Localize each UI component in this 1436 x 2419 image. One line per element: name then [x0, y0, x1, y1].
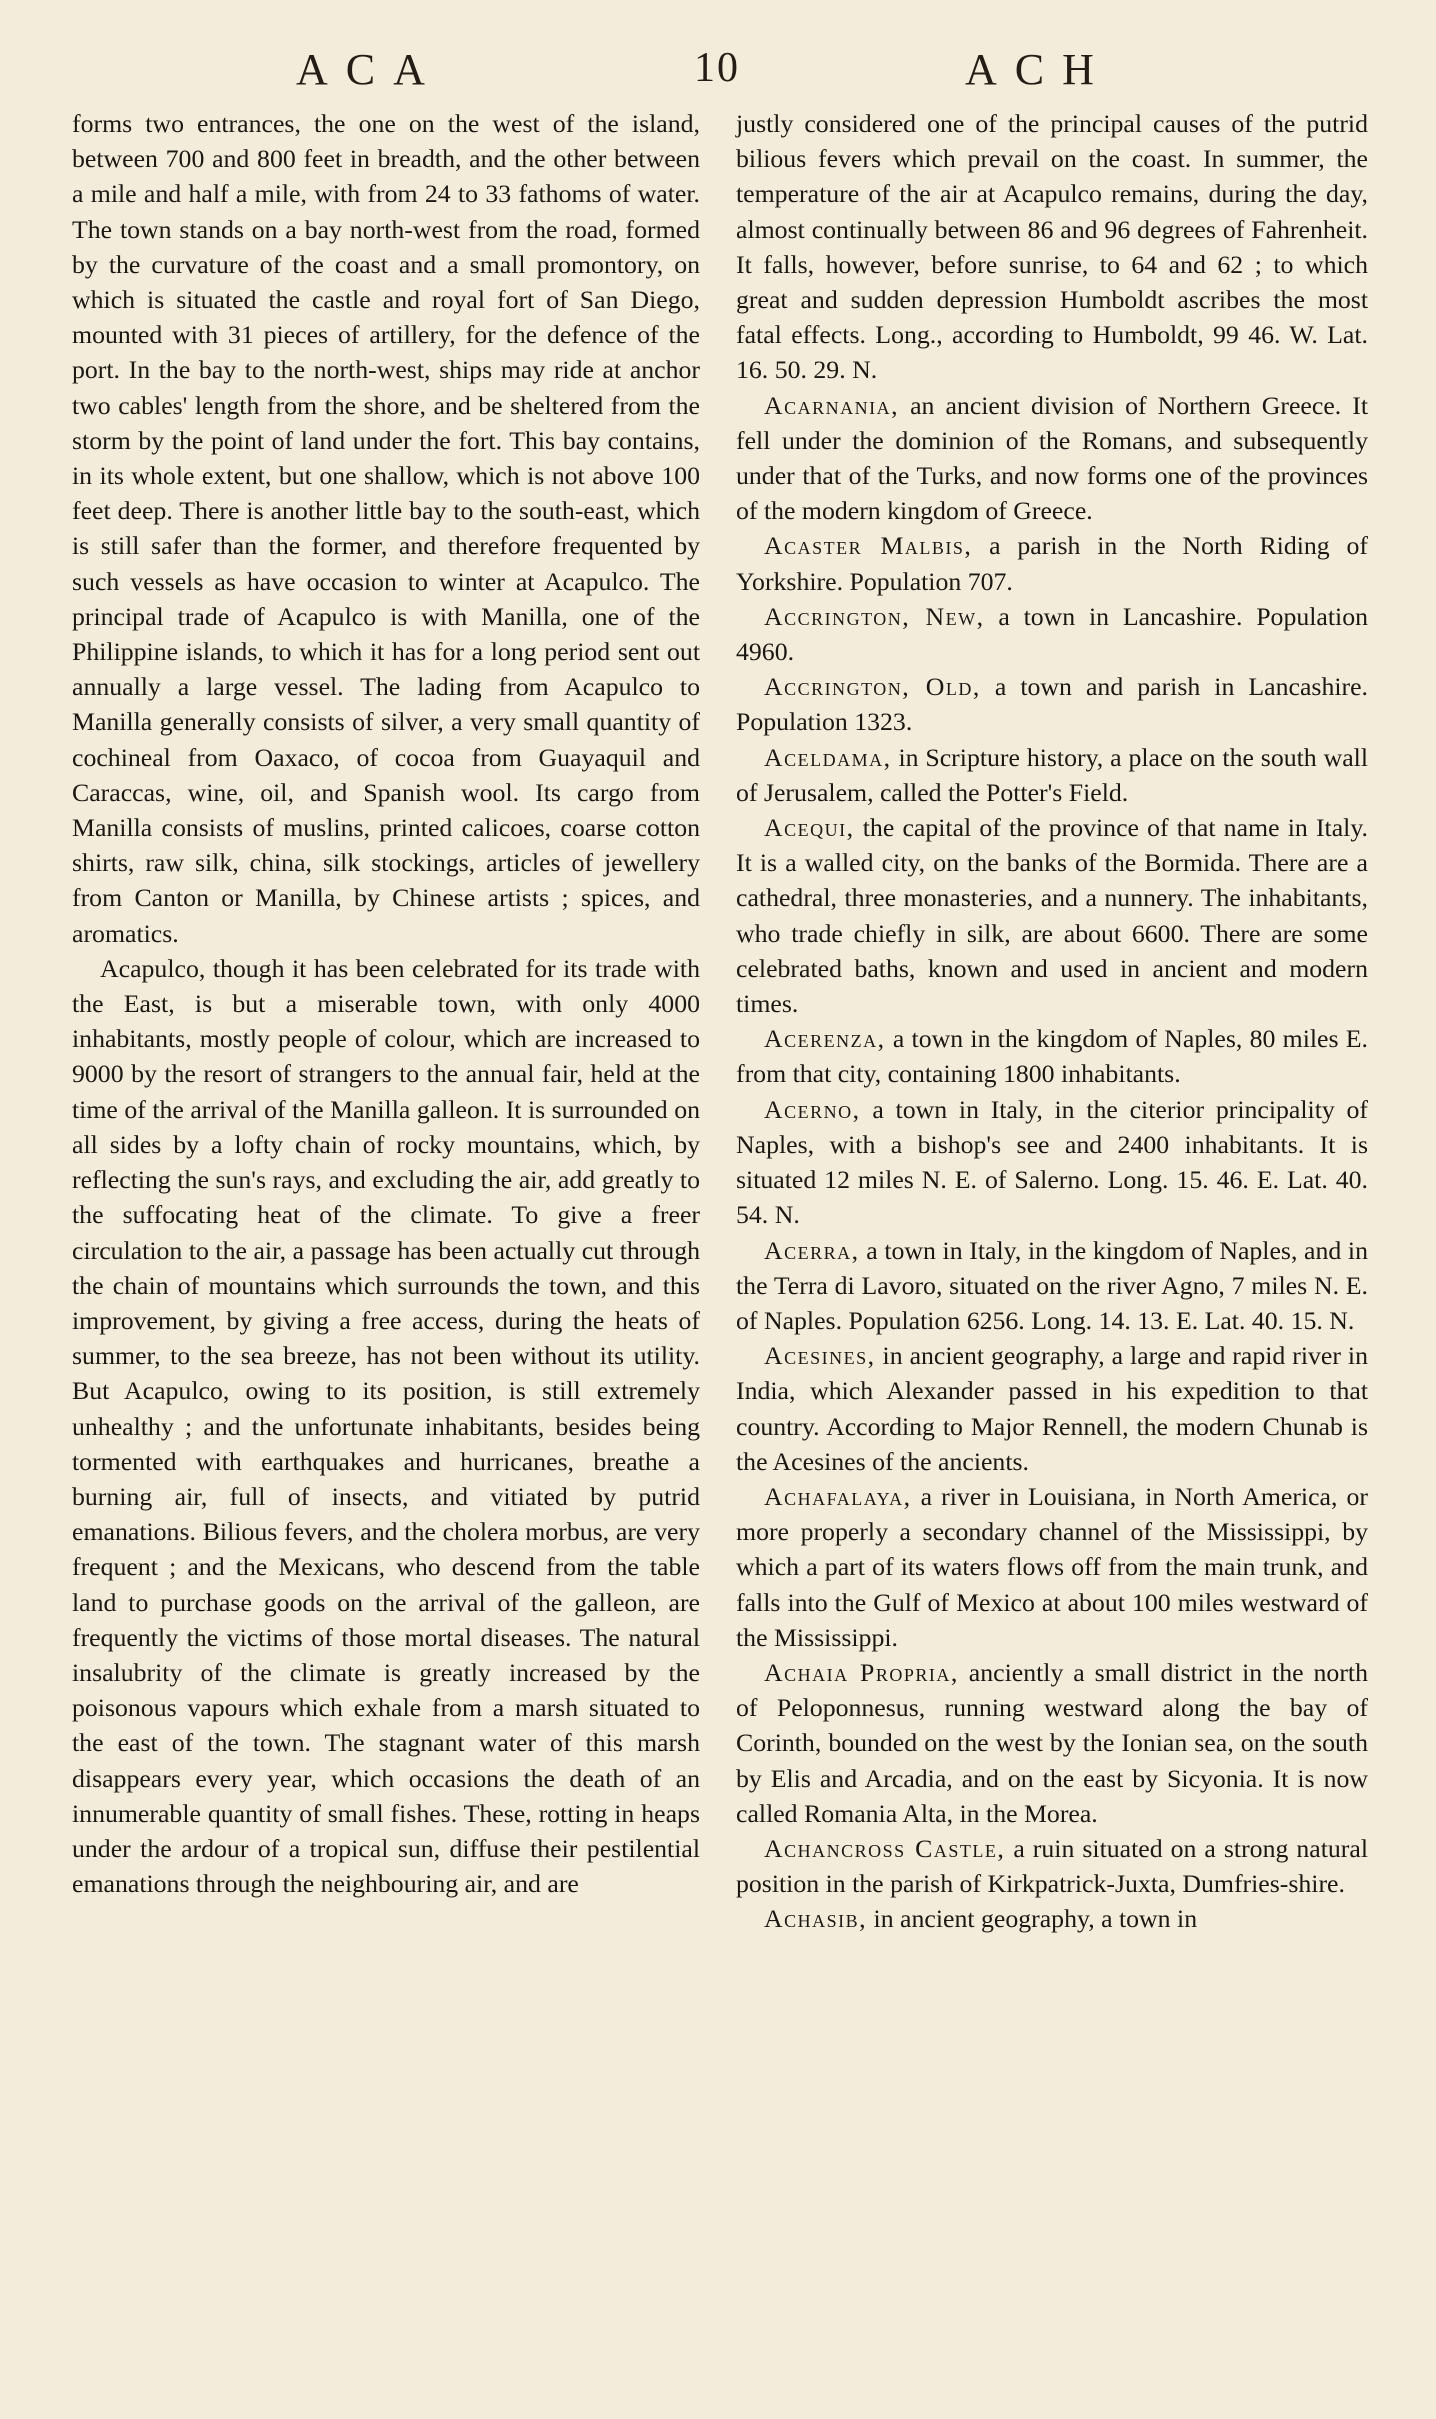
acapulco-town-paragraph: Acapulco, though it has been celebrated for its trade with the East, is but a miserable town, with only 4000 inhabitants, mostly people of colour, which are increased to 9000 by the resort of strangers to the annual fair, held at the time of the arrival of the Manilla galleon. It is surrounded on all sides by a lofty chain of rocky mountains, which, by reflecting the sun's rays, and excluding the air, add greatly to the suffocating heat of the climate. To give a freer circulation to the air, a passage has been actually cut through the chain of mountains which surrounds the town, and this improvement, by giving a free access, during the heats of summer, to the sea breeze, has not been without its utility. But Acapulco, owing to its position, is still extremely unhealthy ; and the unfortunate inhabitants, besides being tormented with earthquakes and hurricanes, breathe a burning air, full of insects, and vitiated by putrid emanations. Bilious fevers, and the cholera morbus, are very frequent ; and the Mexicans, who descend from the table land to purchase goods on the arrival of the galleon, are frequently the victims of those mortal diseases. The natural insalubrity of the climate is greatly increased by the poisonous vapours which exhale from a marsh situated to the east of the town. The stagnant water of this marsh disappears every year, which occasions the death of an innumerable quantity of small fishes. These, rotting in heaps under the ardour of a tropical sun, diffuse their pestilential emanations through the neighbouring air, and are [72, 953, 700, 1899]
entry-text: a parish in the North Riding of Yorkshire. Population 707. [736, 531, 1368, 596]
page-number: 10 [694, 45, 740, 91]
entry-acaster-malbis [736, 528, 1368, 598]
entry-acequi [736, 810, 1368, 1021]
headword: Accrington, New, [764, 601, 985, 631]
entry-text: an ancient division of Northern Greece. It fell under the dominion of the Romans, and subsequently under that of the Turks, and now forms one of the provinces of the modern kingdom of Greece. [736, 390, 1368, 526]
headword: Achasib, [764, 1904, 868, 1934]
entry-text: a river in Louisiana, in North America, or more properly a secondary channel of the Mississippi, by which a part of its waters flows off from the main trunk, and falls into the Gulf of Mexico at about 100 miles westward of the Mississippi. [736, 1481, 1368, 1652]
entry-text: in ancient geography, a large and rapid river in India, which Alexander passed in his expedition to that country. According to Major Rennell, the modern Chunab is the Acesines of the ancients. [736, 1341, 1368, 1476]
entry-text: the capital of the province of that name in Italy. It is a walled city, on the banks of the Bormida. There are a cathedral, three monasteries, and a nunnery. The inhabitants, who trade chiefly in silk, are about 6600. There are some celebrated baths, known and used in ancient and modern times. [736, 813, 1368, 1019]
entry-text: in Scripture history, a place on the south wall of Jerusalem, called the Potter's Field. [736, 742, 1368, 807]
entry-acerno [736, 1092, 1368, 1233]
entry-text: anciently a small district in the north of Peloponnesus, running westward along the bay of Corinth, bounded on the west by the Ionian sea, on the south by Elis and Arcadia, and on the east by Sicyonia. It is now called Romania Alta, in the Morea. [736, 1657, 1368, 1828]
left-column [72, 106, 700, 1901]
running-header [0, 44, 1436, 104]
entry-text: a town in Italy, in the kingdom of Naples, and in the Terra di Lavoro, situated on the river Agno, 7 miles N. E. of Naples. Population 6256. Long. 14. 13. E. Lat. 40. 15. N. [736, 1235, 1368, 1335]
headword: Achancross Castle, [764, 1833, 1006, 1863]
headword: Acerno, [764, 1094, 861, 1124]
entry-achafalaya [736, 1479, 1368, 1655]
headword: Acequi, [764, 813, 855, 843]
headword: Acaster Malbis, [764, 531, 973, 561]
entry-achasib [736, 1901, 1368, 1936]
entry-accrington-new [736, 599, 1368, 669]
entry-text: a town in Lancashire. Population 4960. [736, 601, 1368, 667]
header-left-guide-word: ACA [296, 45, 443, 94]
entry-text: in ancient geography, a town in [867, 1904, 1198, 1934]
entry-text: a town in Italy, in the citerior principality of Naples, with a bishop's see and 2400 inhabitants. It is situated 12 miles N. E. of Salerno. Long. 15. 46. E. Lat. 40. 54. N. [736, 1094, 1368, 1230]
entry-acarnania [736, 388, 1368, 529]
acapulco-continuation-paragraph: justly considered one of the principal causes of the putrid bilious fevers which prevail on the coast. In summer, the temperature of the air at Acapulco remains, during the day, almost continually between 86 and 96 degrees of Fahrenheit. It falls, however, before sunrise, to 64 and 62 ; to which great and sudden depression Humboldt ascribes the most fatal effects. Long., according to Humboldt, 99 46. W. Lat. 16. 50. 29. N. [736, 109, 1368, 385]
headword: Achaia Propria, [764, 1657, 959, 1687]
entry-accrington-old [736, 669, 1368, 739]
headword: Accrington, Old, [764, 672, 981, 702]
entry-achancross-castle [736, 1831, 1368, 1901]
entry-text: a town in the kingdom of Naples, 80 miles E. from that city, containing 1800 inhabitants. [736, 1024, 1368, 1089]
entry-achaia-propria [736, 1655, 1368, 1831]
acapulco-harbour-paragraph: forms two entrances, the one on the west of the island, between 700 and 800 feet in breadth, and the other between a mile and half a mile, with from 24 to 33 fathoms of water. The town stands on a bay north-west from the road, formed by the curvature of the coast and a small promontory, on which is situated the castle and royal fort of San Diego, mounted with 31 pieces of artillery, for the defence of the port. In the bay to the north-west, ships may ride at anchor two cables' length from the shore, and be sheltered from the storm by the point of land under the fort. This bay contains, in its whole extent, but one shallow, which is not above 100 feet deep. There is another little bay to the south-east, which is still safer than the former, and therefore frequented by such vessels as have occasion to winter at Acapulco. The principal trade of Acapulco is with Manilla, one of the Philippine islands, to which it has for a long period sent out annually a large vessel. The lading from Acapulco to Manilla generally consists of silver, a very small quantity of cochineal from Oaxaco, of cocoa from Guayaquil and Caraccas, wine, oil, and Spanish wool. Its cargo from Manilla consists of muslins, printed calicoes, coarse cotton shirts, raw silk, china, silk stockings, articles of jewellery from Canton or Manilla, by Chinese artists ; spices, and aromatics. [72, 109, 700, 948]
headword: Acerra, [764, 1235, 860, 1265]
headword: Achafalaya, [764, 1481, 912, 1511]
entry-acerra [736, 1233, 1368, 1339]
header-right-guide-word: ACH [965, 45, 1112, 94]
entry-text: a town and parish in Lancashire. Population 1323. [736, 672, 1368, 737]
headword: Acesines, [764, 1341, 876, 1371]
right-column [736, 106, 1368, 1937]
headword: Acerenza, [764, 1024, 886, 1054]
entry-acerenza [736, 1021, 1368, 1091]
entry-acesines [736, 1338, 1368, 1479]
headword: Aceldama, [764, 742, 892, 772]
entry-aceldama [736, 740, 1368, 810]
headword: Acarnania, [764, 390, 900, 420]
entry-text: a ruin situated on a strong natural position in the parish of Kirkpatrick-Juxta, Dumfries-shire. [736, 1833, 1368, 1899]
